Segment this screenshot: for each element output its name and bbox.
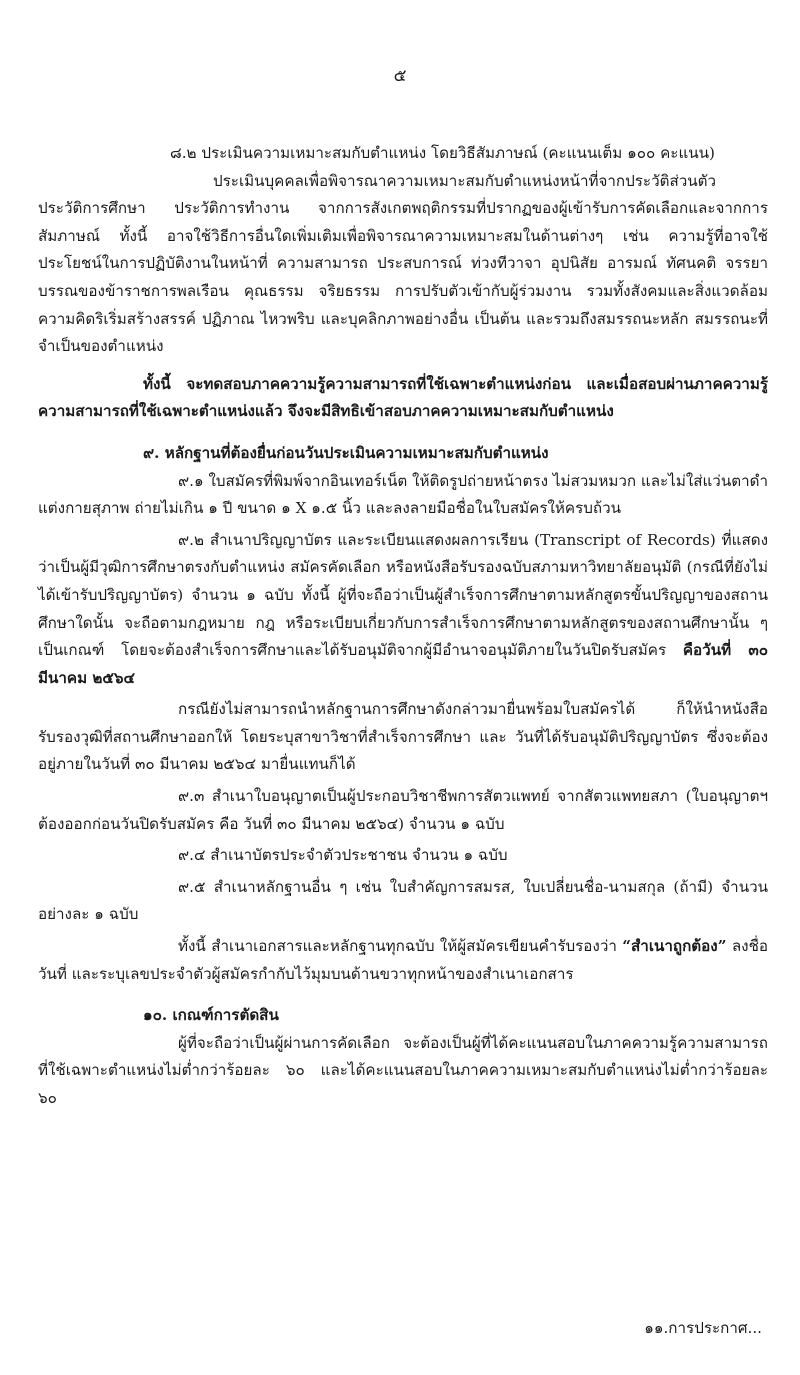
section-8-2-heading: ๘.๒ ประเมินความเหมาะสมกับตำแหน่ง โดยวิธีสัมภาษณ์ (คะแนนเต็ม ๑๐๐ คะแนน) [170, 144, 715, 162]
next-page-continuation: ๑๑.การประกาศ... [644, 1319, 762, 1337]
document-body [38, 140, 768, 1113]
section-9-note-post: ลงชื่อ วันที่ และระบุเลขประจำตัวผู้สมัครกำกับไว้มุมบนด้านขวาทุกหน้าของสำเนาเอกสาร [38, 937, 769, 983]
page-number: ๕ [393, 66, 407, 86]
section-9-2-text: ๙.๒ สำเนาปริญญาบัตร และระเบียนแสดงผลการเรียน (Transcript of Records) ที่แสดงว่าเป็นผู้มีวุฒิการศึกษาตรงกับตำแหน่ง สมัครคัดเลือก หรือหนังสือรับรองฉบับสภามหาวิทยาลัยอนุมัติ (กรณีที่ยังไม่ได้เข้ารับปริญญาบัตร) จำนวน ๑ ฉบับ ทั้งนี้ ผู้ที่จะถือว่าเป็นผู้สำเร็จการศึกษาตามหลักสูตรขั้นปริญญาของสถานศึกษาใดนั้น จะถือตามกฎหมาย กฎ หรือระเบียบเกี่ยวกับการสำเร็จการศึกษาตามหลักสูตรของสถานศึกษานั้น ๆ เป็นเกณฑ์ โดยจะต้องสำเร็จการศึกษาและได้รับอนุมัติจากผู้มีอำนาจอนุมัติภายในวันปิดรับสมัคร [38, 530, 768, 660]
section-9-heading: ๙. หลักฐานที่ต้องยื่นก่อนวันประเมินความเหมาะสมกับตำแหน่ง [143, 443, 549, 462]
section-8-2-body: ประเมินบุคคลเพื่อพิจารณาความเหมาะสมกับตำแหน่งหน้าที่จากประวัติส่วนตัว ประวัติการศึกษา ประวัติการทำงาน จากการสังเกตพฤติกรรมที่ปรากฏของผู้เข้ารับการคัดเลือกและจากการสัมภาษณ์ ทั้งนี้ อาจใช้วิธีการอื่นใดเพิ่มเติมเพื่อพิจารณาความเหมาะสมในด้านต่างๆ เช่น ความรู้ที่อาจใช้ประโยชน์ในการปฏิบัติงานในหน้าที่ ความสามารถ ประสบการณ์ ท่วงทีวาจา อุปนิสัย อารมณ์ ทัศนคติ จรรยาบรรณของข้าราชการพลเรือน คุณธรรม จริยธรรม การปรับตัวเข้ากับผู้ร่วมงาน รวมทั้งสังคมและสิ่งแวดล้อม ความคิดริเริ่มสร้างสรรค์ ปฏิภาณ ไหวพริบ และบุคลิกภาพอย่างอื่น เป็นต้น และรวมถึงสมรรถนะหลัก สมรรถนะที่จำเป็นของตำแหน่ง [38, 171, 768, 356]
section-9-note-certified: “สำเนาถูกต้อง” [622, 937, 727, 956]
section-9-4: ๙.๔ สำเนาบัตรประจำตัวประชาชน จำนวน ๑ ฉบับ [178, 846, 508, 865]
section-9-2-alternative: กรณียังไม่สามารถนำหลักฐานการศึกษาดังกล่าวมายื่นพร้อมใบสมัครได้ ก็ให้นำหนังสือรับรองวุฒิที่สถานศึกษาออกให้ โดยระบุสาขาวิชาที่สำเร็จการศึกษา และ วันที่ได้รับอนุมัติปริญญาบัตร ซึ่งจะต้องอยู่ภายในวันที่ ๓๐ มีนาคม ๒๕๖๔ มายื่นแทนก็ได้ [38, 700, 768, 774]
section-9-3: ๙.๓ สำเนาใบอนุญาตเป็นผู้ประกอบวิชาชีพการสัตวแพทย์ จากสัตวแพทยสภา (ใบอนุญาตฯ ต้องออกก่อนวันปิดรับสมัคร คือ วันที่ ๓๐ มีนาคม ๒๕๖๔) จำนวน ๑ ฉบับ [38, 787, 768, 833]
section-9-5: ๙.๕ สำเนาหลักฐานอื่น ๆ เช่น ใบสำคัญการสมรส, ใบเปลี่ยนชื่อ-นามสกุล (ถ้ามี) จำนวนอย่างละ ๑ ฉบับ [38, 877, 768, 924]
section-10-heading: ๑๐. เกณฑ์การตัดสิน [143, 1006, 279, 1025]
section-9-2-deadline: คือวันที่ ๓๐ มีนาคม ๒๕๖๔ [38, 641, 768, 687]
section-9-2 [38, 527, 768, 693]
section-10-body: ผู้ที่จะถือว่าเป็นผู้ผ่านการคัดเลือก จะต้องเป็นผู้ที่ได้คะแนนสอบในภาคความรู้ความสามารถที่ใช้เฉพาะตำแหน่งไม่ต่ำกว่าร้อยละ ๖๐ และได้คะแนนสอบในภาคความเหมาะสมกับตำแหน่งไม่ต่ำกว่าร้อยละ ๖๐ [38, 1033, 768, 1107]
section-9-1: ๙.๑ ใบสมัครที่พิมพ์จากอินเทอร์เน็ต ให้ติดรูปถ่ายหน้าตรง ไม่สวมหมวก และไม่ใส่แว่นตาดำ แต่งกายสุภาพ ถ่ายไม่เกิน ๑ ปี ขนาด ๑ X ๑.๕ นิ้ว และลงลายมือชื่อในใบสมัครให้ครบถ้วน [38, 471, 768, 518]
section-8-2-note: ทั้งนี้ จะทดสอบภาคความรู้ความสามารถที่ใช้เฉพาะตำแหน่งก่อน และเมื่อสอบผ่านภาคความรู้ความสามารถที่ใช้เฉพาะตำแหน่งแล้ว จึงจะมีสิทธิเข้าสอบภาคความเหมาะสมกับตำแหน่ง [38, 374, 768, 421]
section-9-note-pre: ทั้งนี้ สำเนาเอกสารและหลักฐานทุกฉบับ ให้ผู้สมัครเขียนคำรับรองว่า [178, 937, 623, 956]
section-9-note [38, 933, 768, 988]
